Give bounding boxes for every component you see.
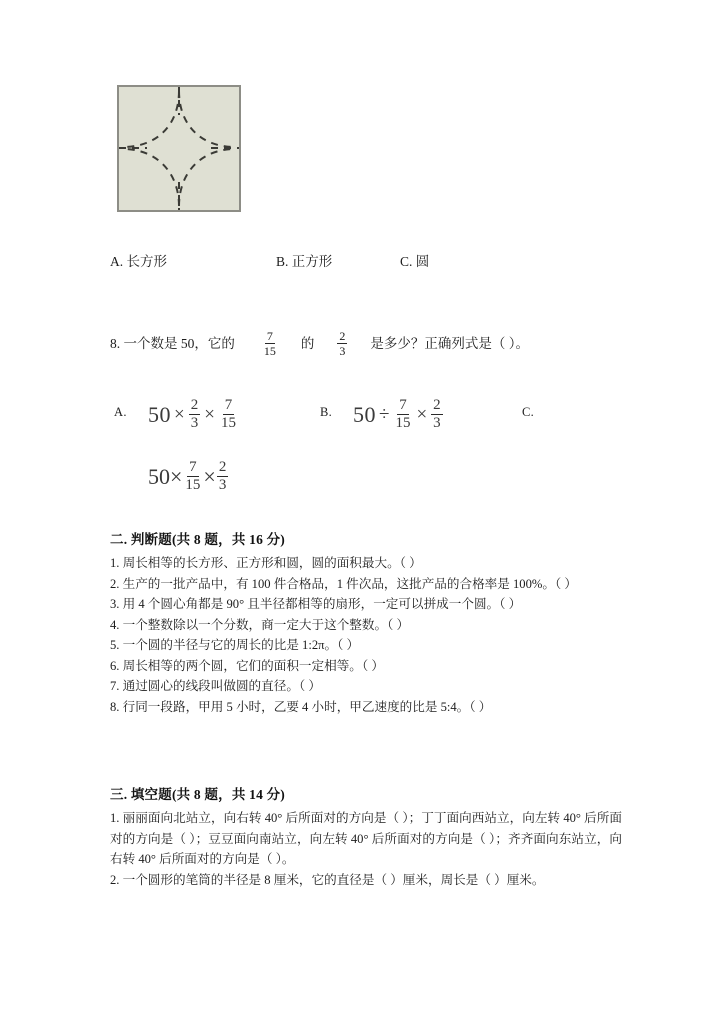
list-item: 2. 一个圆形的笔筒的半径是 8 厘米，它的直径是（ ）厘米，周长是（ ）厘米。: [110, 872, 545, 887]
fraction-denominator: 3: [339, 343, 346, 358]
operator-2: ×: [203, 463, 216, 489]
option-c-label: C.: [522, 405, 535, 419]
fraction-numerator: 7: [266, 328, 273, 343]
operand-fraction-2: [219, 398, 238, 431]
fraction-denominator: 15: [220, 414, 236, 431]
list-item: 1. 丽丽面向北站立，向右转 40° 后所面对的方向是（ ）；丁丁面向西站立，向左转 40° 后所面对的方向是（ ）；豆豆面向南站立，向左转 40° 后所面对的方向是（ ）；齐齐面向东站立，向右转 40° 后所面对的方向是（ ）。: [110, 811, 622, 866]
fraction-numerator: 2: [190, 396, 199, 413]
fraction-numerator: 7: [189, 458, 197, 475]
question-8-middle: 的: [300, 335, 315, 351]
fraction-denominator: 15: [395, 414, 411, 431]
list-item: 8. 行同一段路，甲用 5 小时，乙要 4 小时，甲乙速度的比是 5:4。（ ）: [110, 699, 492, 714]
fraction-numerator: 2: [433, 396, 441, 413]
operand-fraction-1: [393, 398, 412, 431]
fraction-numerator: 7: [224, 396, 233, 413]
operator-1: ×: [170, 463, 183, 489]
operator-2: ×: [416, 403, 428, 425]
operator-1: ÷: [379, 403, 390, 425]
list-item: 2. 生产的一批产品中，有 100 件合格品，1 件次品，这批产品的合格率是 100%。（ ）: [110, 576, 578, 591]
section-3-heading: 三. 填空题(共 8 题，共 14 分): [110, 787, 285, 802]
question-8-suffix: 是多少？正确列式是（ ）。: [370, 335, 529, 351]
operand-base: 50: [353, 401, 376, 427]
operand-fraction-2: [431, 398, 443, 431]
list-item: 6. 周长相等的两个圆，它们的面积一定相等。（ ）: [110, 658, 384, 673]
option-a-formula[interactable]: [148, 398, 239, 431]
operand-fraction-1: [189, 398, 201, 431]
list-item: 3. 用 4 个圆心角都是 90° 且半径都相等的扇形，一定可以拼成一个圆。（ ）: [110, 597, 522, 611]
option-b-label: B.: [320, 405, 333, 419]
dashed-curves-overlay: [117, 85, 241, 212]
option-c-formula[interactable]: [148, 460, 229, 493]
list-item: 4. 一个整数除以一个分数，商一定大于这个整数。（ ）: [110, 617, 410, 632]
question-8-fraction-1: [262, 330, 278, 357]
geometry-figure: [117, 85, 241, 212]
list-item: 5. 一个圆的半径与它的周长的比是 1:2π。（ ）: [110, 638, 360, 652]
choice-option-c[interactable]: C. 圆: [400, 254, 430, 269]
operator-1: ×: [174, 403, 185, 425]
fraction-denominator: 15: [263, 343, 276, 358]
operand-fraction-2: [217, 460, 229, 493]
choice-option-a[interactable]: A. 长方形: [110, 254, 167, 269]
fraction-numerator: 2: [218, 458, 227, 475]
question-8-fraction-2: [337, 330, 347, 357]
question-8-stem: [110, 330, 680, 357]
operand-base: 50: [148, 401, 171, 427]
list-item: 7. 通过圆心的线段叫做圆的直径。（ ）: [110, 679, 321, 693]
operator-2: ×: [204, 403, 215, 425]
option-a-label: A.: [114, 405, 127, 419]
fraction-numerator: 2: [339, 328, 346, 343]
section-3-items: [110, 808, 622, 890]
question-8-options: [110, 396, 680, 436]
section-2-heading: 二. 判断题(共 8 题，共 16 分): [110, 532, 285, 547]
section-2-items: [110, 553, 622, 717]
operand-base: 50: [148, 463, 170, 489]
fraction-denominator: 3: [218, 476, 227, 493]
fraction-denominator: 15: [185, 476, 201, 493]
question-8-prefix: 8. 一个数是 50，它的: [110, 335, 235, 351]
operand-fraction-1: [183, 460, 202, 493]
option-b-formula[interactable]: [353, 398, 444, 431]
choice-option-b[interactable]: B. 正方形: [276, 254, 333, 269]
fraction-numerator: 7: [399, 396, 407, 413]
fraction-denominator: 3: [190, 414, 199, 431]
list-item: 1. 周长相等的长方形、正方形和圆，圆的面积最大。（ ）: [110, 556, 422, 570]
fraction-denominator: 3: [433, 414, 441, 431]
